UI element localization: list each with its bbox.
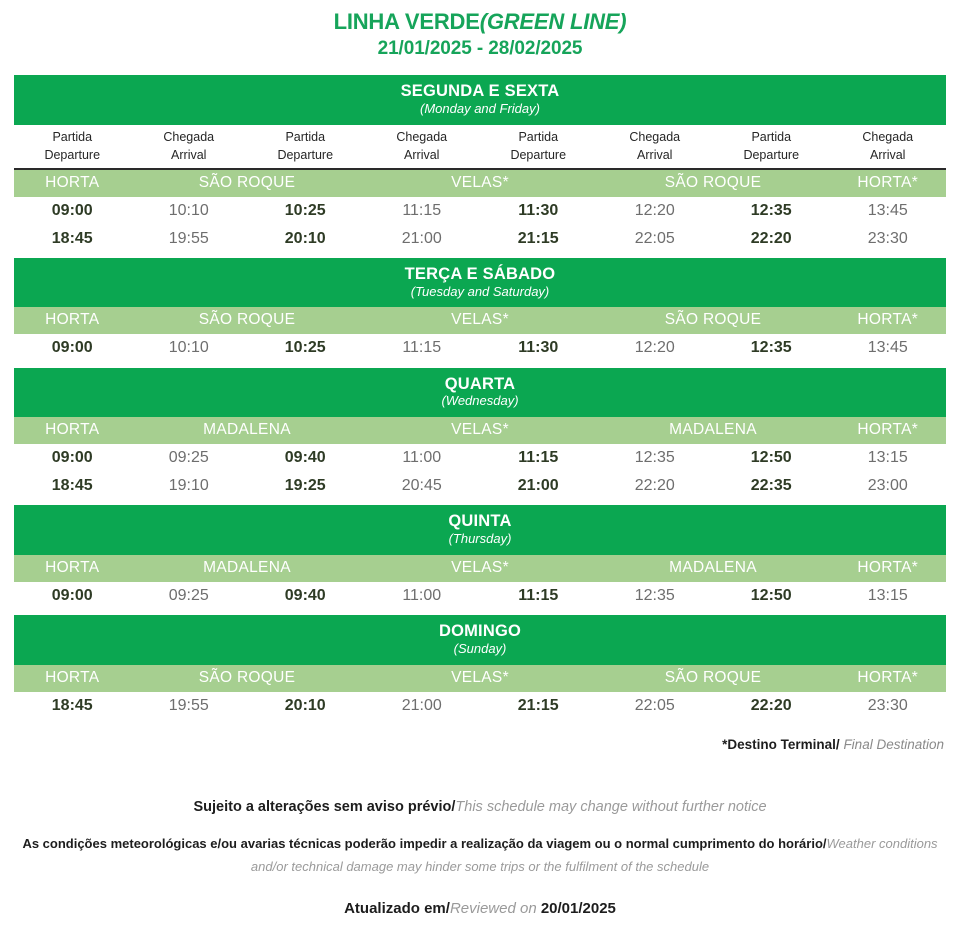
- departure-time: 09:40: [284, 449, 326, 467]
- departure-time: 10:25: [284, 339, 326, 357]
- departure-time: 18:45: [51, 696, 93, 714]
- column-label-en: Departure: [277, 147, 334, 162]
- departure-time: 09:00: [51, 339, 93, 357]
- departure-time: 20:10: [284, 696, 326, 714]
- arrival-time: 19:55: [168, 696, 209, 714]
- station-name: HORTA*: [857, 173, 919, 191]
- arrival-time: 23:30: [867, 229, 908, 247]
- arrival-time: 10:10: [168, 339, 209, 357]
- arrival-time: 12:20: [634, 201, 675, 219]
- column-label-en: Departure: [510, 147, 567, 162]
- column-label: [713, 129, 830, 165]
- arrival-time: 23:00: [867, 477, 908, 495]
- column-label-en: Departure: [44, 147, 101, 162]
- arrival-time: 13:45: [867, 339, 908, 357]
- departure-time: 11:30: [518, 201, 559, 219]
- station-name: MADALENA: [669, 421, 757, 439]
- station-name: VELAS*: [451, 311, 509, 329]
- arrival-time: 20:45: [401, 477, 442, 495]
- column-labels-row: [14, 125, 946, 170]
- day-name-pt: QUINTA: [448, 512, 512, 531]
- station-name: HORTA: [45, 668, 100, 686]
- day-name-pt: SEGUNDA E SEXTA: [400, 82, 560, 101]
- column-label-pt: Chegada: [862, 130, 914, 145]
- day-band: [14, 258, 946, 308]
- day-name-en: (Tuesday and Saturday): [410, 283, 550, 299]
- departure-time: 12:35: [750, 339, 792, 357]
- station-name: HORTA: [45, 558, 100, 576]
- station-name: HORTA*: [857, 668, 919, 686]
- departure-time: 09:00: [51, 449, 93, 467]
- day-name-en: (Thursday): [448, 531, 512, 547]
- time-row: [14, 225, 946, 253]
- day-name-en: (Wednesday): [441, 393, 519, 409]
- column-label: [14, 129, 131, 165]
- station-name: HORTA*: [857, 558, 919, 576]
- departure-time: 20:10: [284, 229, 326, 247]
- departure-time: 12:50: [750, 586, 792, 604]
- arrival-time: 11:00: [402, 449, 442, 467]
- column-label: [480, 129, 597, 165]
- day-band: [14, 75, 946, 125]
- arrival-time: 11:15: [402, 201, 442, 219]
- station-name: HORTA: [45, 311, 100, 329]
- terminal-footnote: [0, 736, 960, 754]
- station-name: HORTA: [45, 421, 100, 439]
- arrival-time: 13:45: [867, 201, 908, 219]
- footer-note-reviewed-en: Reviewed on: [449, 900, 537, 918]
- stations-row: [14, 170, 946, 197]
- column-label-pt: Partida: [751, 130, 792, 145]
- footer-note-weather-cont-en: and/or technical damage may hinder some trips or the fulfilment of the schedule: [250, 859, 710, 875]
- time-row: [14, 472, 946, 500]
- station-name: SÃO ROQUE: [664, 173, 762, 191]
- footer-note-change-en: This schedule may change without further notice: [455, 799, 767, 816]
- day-band: [14, 505, 946, 555]
- station-name: SÃO ROQUE: [198, 668, 296, 686]
- arrival-time: 12:20: [634, 339, 675, 357]
- time-row: [14, 334, 946, 362]
- column-label-pt: Chegada: [396, 130, 448, 145]
- page-title: [0, 0, 960, 61]
- departure-time: 19:25: [284, 477, 326, 495]
- arrival-time: 09:25: [168, 586, 209, 604]
- time-row: [14, 197, 946, 225]
- stations-row: [14, 665, 946, 692]
- title-en: (GREEN LINE): [479, 9, 627, 34]
- schedule-block: [14, 258, 946, 363]
- stations-row: [14, 417, 946, 444]
- time-row: [14, 444, 946, 472]
- column-label: [247, 129, 364, 165]
- column-label-pt: Partida: [285, 130, 326, 145]
- schedule-block: [14, 368, 946, 501]
- day-name-en: (Sunday): [453, 640, 507, 656]
- departure-time: 18:45: [51, 229, 93, 247]
- stations-row: [14, 307, 946, 334]
- time-row: [14, 692, 946, 720]
- column-label-en: Arrival: [870, 147, 906, 162]
- arrival-time: 22:20: [634, 477, 675, 495]
- column-label: [597, 129, 714, 165]
- station-name: VELAS*: [451, 558, 509, 576]
- departure-time: 11:30: [518, 339, 559, 357]
- departure-time: 10:25: [284, 201, 326, 219]
- column-label: [364, 129, 481, 165]
- station-name: VELAS*: [451, 421, 509, 439]
- departure-time: 09:00: [51, 201, 93, 219]
- station-name: MADALENA: [203, 558, 291, 576]
- day-name-en: (Monday and Friday): [420, 101, 540, 117]
- station-name: VELAS*: [451, 668, 509, 686]
- footer-notes: [0, 797, 960, 920]
- station-name: SÃO ROQUE: [198, 311, 296, 329]
- arrival-time: 12:35: [634, 586, 675, 604]
- footer-note-reviewed-pt: Atualizado em/: [344, 900, 450, 918]
- departure-time: 18:45: [51, 477, 93, 495]
- departure-time: 21:15: [517, 696, 559, 714]
- station-name: HORTA*: [857, 421, 919, 439]
- station-name: SÃO ROQUE: [664, 668, 762, 686]
- station-name: SÃO ROQUE: [664, 311, 762, 329]
- column-label-en: Arrival: [404, 147, 440, 162]
- arrival-time: 10:10: [168, 201, 209, 219]
- departure-time: 22:20: [750, 696, 792, 714]
- station-name: MADALENA: [669, 558, 757, 576]
- column-label: [830, 129, 947, 165]
- station-name: MADALENA: [203, 421, 291, 439]
- station-name: VELAS*: [451, 173, 509, 191]
- footer-note-reviewed: [0, 898, 960, 920]
- departure-time: 09:40: [284, 586, 326, 604]
- arrival-time: 09:25: [168, 449, 209, 467]
- arrival-time: 21:00: [401, 696, 442, 714]
- departure-time: 21:15: [517, 229, 559, 247]
- column-label-pt: Partida: [52, 130, 93, 145]
- station-name: HORTA: [45, 173, 100, 191]
- day-name-pt: TERÇA E SÁBADO: [404, 264, 556, 283]
- station-name: SÃO ROQUE: [198, 173, 296, 191]
- arrival-time: 13:15: [867, 449, 908, 467]
- schedule-block: [14, 75, 946, 252]
- departure-time: 11:15: [518, 586, 559, 604]
- departure-time: 22:20: [750, 229, 792, 247]
- stations-row: [14, 555, 946, 582]
- day-band: [14, 615, 946, 665]
- title-pt: LINHA VERDE: [333, 9, 480, 34]
- schedule-block: [14, 505, 946, 610]
- day-band: [14, 368, 946, 418]
- column-label: [131, 129, 248, 165]
- column-label-pt: Chegada: [629, 130, 681, 145]
- arrival-time: 22:05: [634, 229, 675, 247]
- day-name-pt: QUARTA: [444, 374, 516, 393]
- title-line: [0, 9, 960, 36]
- schedule-block: [14, 615, 946, 720]
- column-label-en: Departure: [743, 147, 800, 162]
- departure-time: 21:00: [517, 477, 559, 495]
- column-label-pt: Chegada: [163, 130, 215, 145]
- footer-note-weather-cont: [0, 858, 960, 877]
- departure-time: 12:50: [750, 449, 792, 467]
- arrival-time: 11:00: [402, 586, 442, 604]
- departure-time: 12:35: [750, 201, 792, 219]
- terminal-footnote-en: Final Destination: [843, 736, 944, 752]
- footer-note-weather-en: Weather conditions: [826, 836, 938, 852]
- arrival-time: 19:10: [168, 477, 209, 495]
- title-date-range: 21/01/2025 - 28/02/2025: [377, 37, 583, 59]
- departure-time: 11:15: [518, 449, 559, 467]
- footer-note-weather-pt: As condições meteorológicas e/ou avarias técnicas poderão impedir a realização da viagem ou o normal cumprimento do horário/: [22, 836, 827, 852]
- terminal-footnote-pt: *Destino Terminal/: [722, 736, 840, 752]
- schedule-blocks: [0, 75, 960, 719]
- arrival-time: 22:05: [634, 696, 675, 714]
- day-name-pt: DOMINGO: [438, 622, 522, 641]
- column-label-en: Arrival: [171, 147, 207, 162]
- arrival-time: 19:55: [168, 229, 209, 247]
- departure-time: 09:00: [51, 586, 93, 604]
- departure-time: 22:35: [750, 477, 792, 495]
- column-label-en: Arrival: [637, 147, 673, 162]
- arrival-time: 13:15: [867, 586, 908, 604]
- arrival-time: 21:00: [401, 229, 442, 247]
- arrival-time: 23:30: [867, 696, 908, 714]
- column-label-pt: Partida: [518, 130, 559, 145]
- footer-note-reviewed-date: 20/01/2025: [540, 900, 616, 918]
- arrival-time: 11:15: [402, 339, 442, 357]
- time-row: [14, 582, 946, 610]
- arrival-time: 12:35: [634, 449, 675, 467]
- station-name: HORTA*: [857, 311, 919, 329]
- footer-note-change: [0, 797, 960, 818]
- footer-note-change-pt: Sujeito a alterações sem aviso prévio/: [193, 799, 456, 816]
- footer-note-weather: [0, 835, 960, 854]
